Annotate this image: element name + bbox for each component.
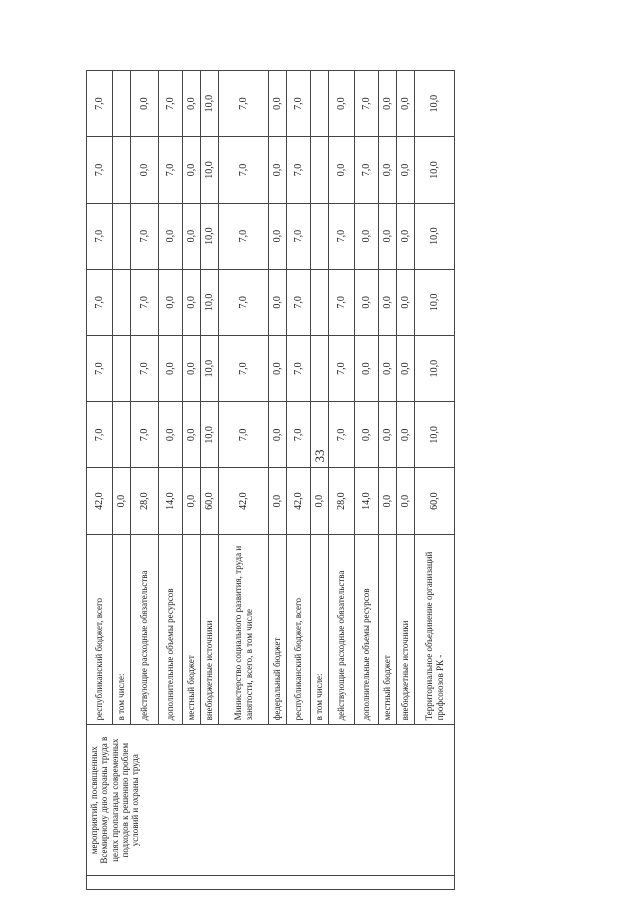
- funding-source-label: дополнительные объемы ресурсов: [159, 534, 183, 725]
- year-value-cell: [113, 402, 131, 468]
- year-value-cell: 0,0: [159, 336, 183, 402]
- total-value-cell: 28,0: [329, 468, 355, 534]
- year-value-cell: 7,0: [355, 137, 379, 203]
- year-value-cell: 0,0: [269, 203, 287, 269]
- total-value-cell: 42,0: [87, 468, 113, 534]
- year-value-cell: 10,0: [415, 269, 455, 335]
- total-value-cell: 14,0: [159, 468, 183, 534]
- funding-source-label: дополнительные объемы ресурсов: [355, 534, 379, 725]
- year-value-cell: 7,0: [87, 402, 113, 468]
- year-value-cell: 0,0: [355, 402, 379, 468]
- year-value-cell: 10,0: [201, 71, 219, 137]
- funding-source-label: в том числе:: [113, 534, 131, 725]
- funding-source-label: внебюджетные источники: [201, 534, 219, 725]
- funding-source-label: республиканский бюджет, всего: [87, 534, 113, 725]
- year-value-cell: 0,0: [329, 137, 355, 203]
- year-value-cell: 0,0: [355, 203, 379, 269]
- year-value-cell: 10,0: [415, 336, 455, 402]
- year-value-cell: 7,0: [329, 203, 355, 269]
- year-value-cell: 0,0: [397, 336, 415, 402]
- year-value-cell: 0,0: [131, 137, 159, 203]
- year-value-cell: 0,0: [379, 336, 397, 402]
- year-value-cell: 0,0: [379, 71, 397, 137]
- rotated-table-wrapper: [86, 70, 582, 890]
- funding-source-label: действующие расходные обязательства: [131, 534, 159, 725]
- year-value-cell: [311, 269, 329, 335]
- year-value-cell: 0,0: [397, 137, 415, 203]
- funding-table: [86, 70, 455, 890]
- year-value-cell: 0,0: [355, 269, 379, 335]
- year-value-cell: 10,0: [201, 137, 219, 203]
- year-value-cell: 0,0: [159, 269, 183, 335]
- year-value-cell: 7,0: [355, 71, 379, 137]
- year-value-cell: 7,0: [329, 402, 355, 468]
- year-value-cell: 7,0: [219, 269, 269, 335]
- page-number: 33: [312, 449, 327, 463]
- year-value-cell: 7,0: [87, 71, 113, 137]
- funding-source-label: действующие расходные обязательства: [329, 534, 355, 725]
- year-value-cell: 7,0: [87, 269, 113, 335]
- year-value-cell: 0,0: [379, 203, 397, 269]
- funding-source-label: внебюджетные источники: [397, 534, 415, 725]
- total-value-cell: 42,0: [219, 468, 269, 534]
- year-value-cell: 7,0: [159, 137, 183, 203]
- year-value-cell: 7,0: [131, 203, 159, 269]
- year-value-cell: 7,0: [287, 203, 311, 269]
- year-value-cell: 7,0: [287, 269, 311, 335]
- year-value-cell: 0,0: [159, 203, 183, 269]
- year-value-cell: [113, 269, 131, 335]
- year-value-cell: 0,0: [397, 71, 415, 137]
- funding-source-label: местный бюджет: [183, 534, 201, 725]
- year-value-cell: 7,0: [219, 137, 269, 203]
- year-value-cell: 0,0: [183, 137, 201, 203]
- year-value-cell: 10,0: [415, 71, 455, 137]
- year-value-cell: [311, 402, 329, 468]
- year-value-cell: 7,0: [131, 402, 159, 468]
- funding-source-label: Министерство социального развития, труда и занятости, всего, в том числе: [219, 534, 269, 725]
- year-value-cell: [113, 137, 131, 203]
- year-value-cell: 7,0: [287, 71, 311, 137]
- year-value-cell: 0,0: [159, 402, 183, 468]
- activity-description-cell: мероприятий, посвященных Всемирному дню охраны труда в целях пропаганды современных подходов к решению проблем условий и охраны труда: [87, 725, 455, 876]
- year-value-cell: 10,0: [415, 137, 455, 203]
- year-value-cell: 0,0: [183, 269, 201, 335]
- total-value-cell: 0,0: [397, 468, 415, 534]
- year-value-cell: 7,0: [131, 269, 159, 335]
- year-value-cell: 0,0: [269, 336, 287, 402]
- year-value-cell: 7,0: [287, 402, 311, 468]
- year-value-cell: [113, 336, 131, 402]
- funding-source-label: Территориальное объединение организаций профсоюзов РК -: [415, 534, 455, 725]
- year-value-cell: 0,0: [397, 203, 415, 269]
- funding-source-label: в том числе:: [311, 534, 329, 725]
- year-value-cell: 0,0: [269, 402, 287, 468]
- year-value-cell: [311, 137, 329, 203]
- year-value-cell: 7,0: [329, 269, 355, 335]
- blank-column-cell: [87, 875, 455, 889]
- year-value-cell: 7,0: [219, 336, 269, 402]
- year-value-cell: [113, 71, 131, 137]
- year-value-cell: 10,0: [201, 269, 219, 335]
- year-value-cell: [311, 71, 329, 137]
- total-value-cell: 0,0: [269, 468, 287, 534]
- year-value-cell: 0,0: [269, 269, 287, 335]
- year-value-cell: 0,0: [397, 402, 415, 468]
- year-value-cell: 7,0: [87, 203, 113, 269]
- year-value-cell: 10,0: [415, 203, 455, 269]
- year-value-cell: 7,0: [131, 336, 159, 402]
- year-value-cell: [311, 336, 329, 402]
- year-value-cell: [311, 203, 329, 269]
- total-value-cell: 0,0: [113, 468, 131, 534]
- total-value-cell: 14,0: [355, 468, 379, 534]
- year-value-cell: 7,0: [219, 71, 269, 137]
- year-value-cell: 0,0: [183, 71, 201, 137]
- year-value-cell: 0,0: [379, 269, 397, 335]
- year-value-cell: 0,0: [183, 203, 201, 269]
- funding-source-label: местный бюджет: [379, 534, 397, 725]
- total-value-cell: 0,0: [379, 468, 397, 534]
- year-value-cell: 10,0: [201, 203, 219, 269]
- funding-source-label: федеральный бюджет: [269, 534, 287, 725]
- total-value-cell: 60,0: [415, 468, 455, 534]
- year-value-cell: 0,0: [379, 137, 397, 203]
- year-value-cell: 0,0: [183, 336, 201, 402]
- table-row: [87, 71, 113, 890]
- year-value-cell: 7,0: [329, 336, 355, 402]
- year-value-cell: 0,0: [379, 402, 397, 468]
- year-value-cell: 7,0: [219, 402, 269, 468]
- funding-source-label: республиканский бюджет, всего: [287, 534, 311, 725]
- total-value-cell: 0,0: [311, 468, 329, 534]
- year-value-cell: 0,0: [355, 336, 379, 402]
- total-value-cell: 28,0: [131, 468, 159, 534]
- year-value-cell: 7,0: [287, 137, 311, 203]
- year-value-cell: 0,0: [183, 402, 201, 468]
- year-value-cell: 0,0: [269, 71, 287, 137]
- year-value-cell: 7,0: [287, 336, 311, 402]
- year-value-cell: 7,0: [159, 71, 183, 137]
- year-value-cell: 7,0: [87, 137, 113, 203]
- total-value-cell: 42,0: [287, 468, 311, 534]
- year-value-cell: 7,0: [219, 203, 269, 269]
- year-value-cell: 0,0: [329, 71, 355, 137]
- year-value-cell: 10,0: [415, 402, 455, 468]
- year-value-cell: [113, 203, 131, 269]
- year-value-cell: 10,0: [201, 402, 219, 468]
- year-value-cell: 0,0: [269, 137, 287, 203]
- year-value-cell: 0,0: [131, 71, 159, 137]
- year-value-cell: 7,0: [87, 336, 113, 402]
- total-value-cell: 0,0: [183, 468, 201, 534]
- year-value-cell: 10,0: [201, 336, 219, 402]
- year-value-cell: 0,0: [397, 269, 415, 335]
- total-value-cell: 60,0: [201, 468, 219, 534]
